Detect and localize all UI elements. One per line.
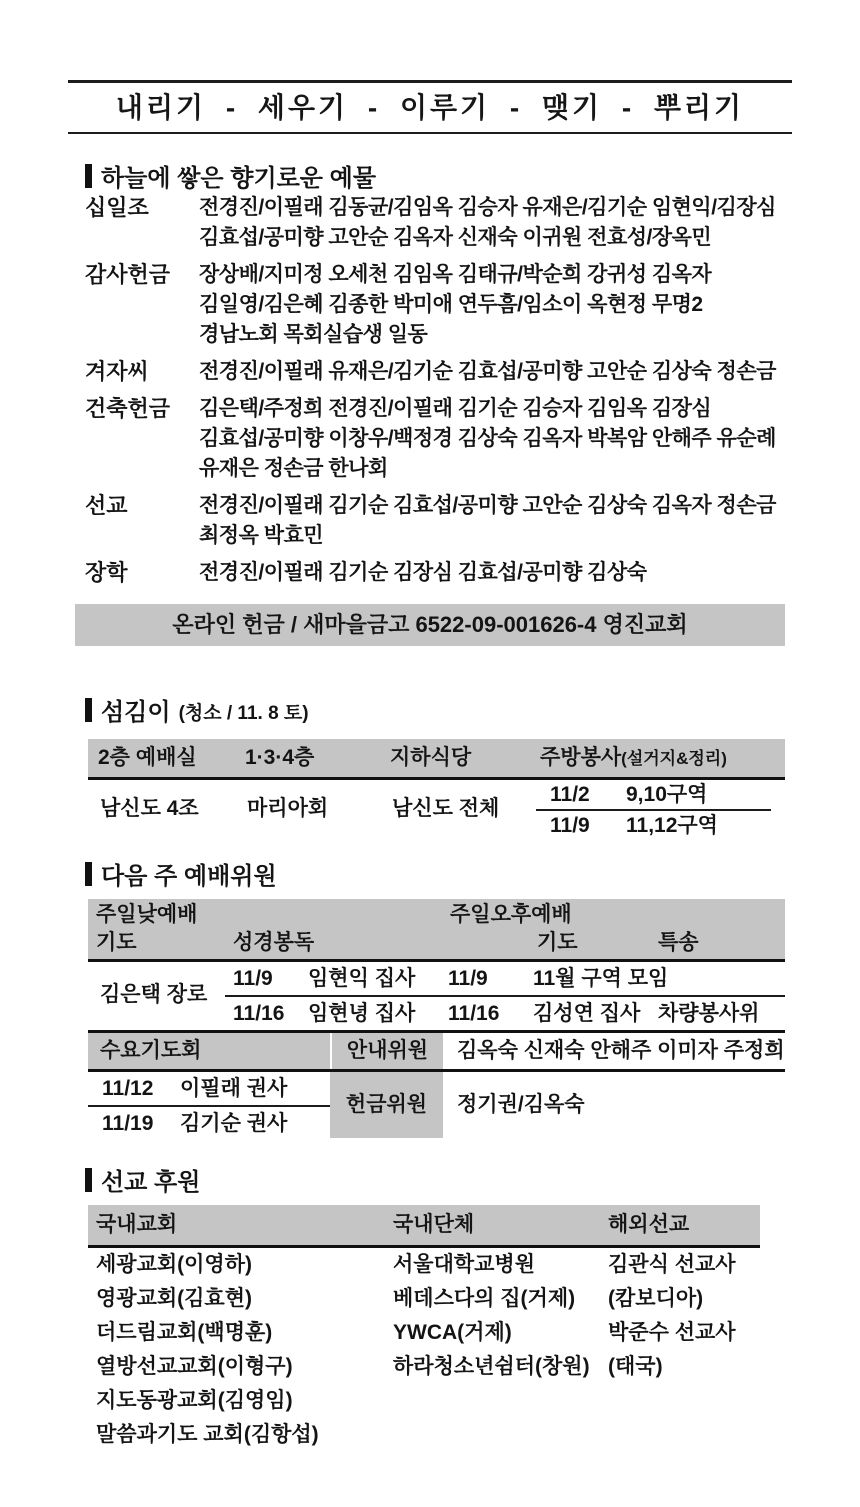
reader-name: 임현녕 집사 [308, 1002, 416, 1025]
reading-date: 11/16 [233, 1002, 285, 1025]
overseas-missionary: 김관식 선교사 [608, 1253, 736, 1276]
wednesday-person: 김기순 권사 [180, 1112, 288, 1135]
mission-table [88, 1205, 760, 1452]
wednesday-date: 11/12 [102, 1077, 154, 1100]
domestic-org: 베데스다의 집(거제) [393, 1287, 576, 1310]
afternoon-prayer: 11월 구역 모임 [533, 967, 669, 990]
serving-cell-floors: 마리아회 [247, 797, 329, 820]
offering-item-building [85, 394, 860, 484]
wednesday-header-row [88, 1033, 785, 1072]
reading-date: 11/9 [233, 967, 273, 990]
offering-names-line: 김일영/김은혜 김종한 박미애 연두흠/임소이 옥현정 무명2 [199, 293, 703, 316]
worship-header-line1 [88, 901, 785, 929]
section-bar-icon [85, 862, 92, 886]
offering-label: 십일조 [85, 195, 149, 220]
domestic-church: 더드림교회(백명훈) [96, 1321, 273, 1344]
col-header-domestic-org: 국내단체 [393, 1213, 475, 1236]
offerings-section-title [85, 158, 860, 193]
col-header-basement: 지하식당 [390, 746, 472, 769]
afternoon-date: 11/9 [448, 967, 488, 990]
offering-names [199, 357, 776, 387]
offering-item-scholarship [85, 558, 860, 588]
offering-committee-names: 정기권/김옥숙 [457, 1093, 585, 1116]
kitchen-area: 11,12구역 [626, 814, 718, 837]
col-header-2f-chapel: 2층 예배실 [98, 746, 197, 769]
next-week-section-title [85, 856, 860, 891]
next-week-title-text: 다음 주 예배위원 [101, 863, 277, 890]
offering-names [199, 558, 647, 588]
col-header-day-service: 주일낮예배 [96, 903, 198, 926]
offering-names-line: 전경진/이필래 김기순 김장심 김효섭/공미향 김상숙 [199, 561, 647, 584]
offering-item-tithe [85, 193, 860, 253]
kitchen-schedule [530, 780, 785, 840]
overseas-missionary: 박준수 선교사 [608, 1321, 736, 1344]
kitchen-row [536, 780, 771, 811]
special-song [650, 962, 785, 995]
offering-names-line: 김효섭/공미향 고안순 김옥자 신재숙 이귀원 전효성/장옥민 [199, 226, 712, 249]
serving-table-header [88, 739, 785, 780]
domestic-org: 하라청소년쉼터(창원) [393, 1355, 590, 1378]
worship-header-line2 [88, 929, 785, 957]
worship-table-body [88, 962, 785, 1033]
serving-cell-2f: 남신도 4조 [100, 797, 199, 820]
col-header-domestic-church: 국내교회 [96, 1213, 178, 1236]
offering-label: 장학 [85, 560, 128, 585]
mission-row [88, 1418, 760, 1452]
offering-names-line: 김효섭/공미향 이창우/백정경 김상숙 김옥자 박복암 안해주 유순례 [199, 427, 776, 450]
kitchen-header-text: 주방봉사 [540, 746, 622, 769]
col-header-reading: 성경봉독 [233, 931, 315, 954]
worship-table-header [88, 899, 785, 962]
mission-row [88, 1384, 760, 1418]
offering-names [199, 260, 711, 350]
domestic-church: 영광교회(김효현) [96, 1287, 252, 1310]
domestic-org: YWCA(거제) [393, 1321, 512, 1344]
col-header-kitchen [530, 739, 785, 778]
section-bar-icon [85, 698, 92, 722]
col-header-special: 특송 [658, 931, 699, 954]
wednesday-prayer-header: 수요기도회 [88, 1033, 330, 1069]
church-motto: 내리기 - 세우기 - 이루기 - 맺기 - 뿌리기 [115, 92, 745, 123]
domestic-church: 세광교회(이영하) [96, 1253, 252, 1276]
ushers-label: 안내위원 [330, 1033, 443, 1069]
col-header-prayer1: 기도 [96, 931, 137, 954]
section-bar-icon [85, 1168, 92, 1192]
col-header-afternoon-service: 주일오후예배 [450, 903, 572, 926]
afternoon-date: 11/16 [448, 1002, 500, 1025]
domestic-org [385, 1418, 600, 1452]
domestic-church: 말씀과기도 교회(김항섭) [96, 1423, 319, 1446]
mission-title-text: 선교 후원 [101, 1169, 201, 1196]
offering-committee-label: 헌금위원 [330, 1072, 443, 1138]
overseas-missionary: (태국) [608, 1355, 663, 1378]
col-header-floors: 1·3·4층 [245, 746, 315, 769]
wednesday-person: 이필래 권사 [180, 1077, 288, 1100]
special-song: 차량봉사위 [658, 1002, 760, 1025]
offering-names-line: 최정옥 박효민 [199, 524, 324, 547]
offering-names-line: 유재은 정손금 한나회 [199, 457, 388, 480]
mission-table-header [88, 1205, 760, 1248]
offering-names [199, 193, 776, 253]
overseas-missionary [600, 1418, 760, 1452]
serving-table-body [88, 780, 785, 838]
wednesday-rows [88, 1072, 330, 1140]
wednesday-row [88, 1072, 330, 1107]
serving-title-sub: (청소 / 11. 8 토) [178, 702, 309, 724]
offering-item-thanksgiving [85, 260, 860, 350]
kitchen-header-paren: (설거지&정리) [621, 749, 727, 768]
kitchen-date: 11/2 [550, 783, 590, 806]
kitchen-date: 11/9 [550, 814, 590, 837]
mission-row [88, 1282, 760, 1316]
serving-section-title [85, 692, 860, 727]
domestic-org: 서울대학교병원 [393, 1253, 536, 1276]
offering-item-mission [85, 491, 860, 551]
serving-title-text: 섬김이 [101, 699, 171, 726]
afternoon-prayer: 김성연 집사 [533, 1002, 641, 1025]
mission-section-title [85, 1162, 860, 1197]
worship-table [88, 899, 785, 1033]
domestic-church: 열방선교교회(이형구) [96, 1355, 293, 1378]
kitchen-row [536, 811, 771, 840]
offering-names-line: 경남노회 목회실습생 일동 [199, 323, 428, 346]
domestic-org [385, 1384, 600, 1418]
online-offering-banner: 온라인 헌금 / 새마을금고 6522-09-001626-4 영진교회 [75, 604, 785, 646]
col-header-prayer2: 기도 [537, 931, 578, 954]
mission-row [88, 1350, 760, 1384]
offering-names-line: 장상배/지미정 오세천 김임옥 김태규/박순희 강귀성 김옥자 [199, 263, 712, 286]
worship-rows [225, 962, 785, 1030]
kitchen-area: 9,10구역 [626, 783, 708, 806]
offering-names [199, 491, 776, 551]
motto-bottom-rule [68, 132, 792, 134]
section-bar-icon [85, 164, 92, 188]
mission-row [88, 1316, 760, 1350]
offerings-title-text: 하늘에 쌓은 향기로운 예물 [101, 165, 377, 192]
offering-names-line: 전경진/이필래 김동균/김임옥 김승자 유재은/김기순 임현익/김장심 [199, 196, 776, 219]
offering-label: 선교 [85, 493, 128, 518]
prayer-person-cell: 김은택 장로 [100, 983, 208, 1006]
serving-cell-basement: 남신도 전체 [392, 797, 500, 820]
offering-names-line: 김은택/주정희 전경진/이필래 김기순 김승자 김임옥 김장심 [199, 397, 712, 420]
offering-names-line: 전경진/이필래 유재은/김기순 김효섭/공미향 고안순 김상숙 정손금 [199, 360, 776, 383]
worship-row [225, 962, 785, 997]
overseas-missionary: (캄보디아) [608, 1287, 704, 1310]
col-header-overseas: 해외선교 [608, 1213, 690, 1236]
wednesday-date: 11/19 [102, 1112, 154, 1135]
offering-label: 겨자씨 [85, 359, 149, 384]
offering-names [199, 394, 776, 484]
reader-name: 임현익 집사 [308, 967, 416, 990]
domestic-church: 지도동광교회(김영임) [96, 1389, 293, 1412]
overseas-missionary [600, 1384, 760, 1418]
mission-row [88, 1248, 760, 1282]
offering-label: 건축헌금 [85, 396, 171, 421]
bulletin-page [0, 80, 860, 1452]
wednesday-row [88, 1107, 330, 1140]
wednesday-body [88, 1072, 785, 1140]
offering-names-line: 전경진/이필래 김기순 김효섭/공미향 고안순 김상숙 김옥자 정손금 [199, 494, 776, 517]
serving-table [88, 739, 785, 838]
ushers-names: 김옥숙 신재숙 안해주 이미자 주정희 [457, 1039, 785, 1062]
offering-item-mustard-seed [85, 357, 860, 387]
offering-label: 감사헌금 [85, 262, 171, 287]
worship-row [225, 997, 785, 1030]
